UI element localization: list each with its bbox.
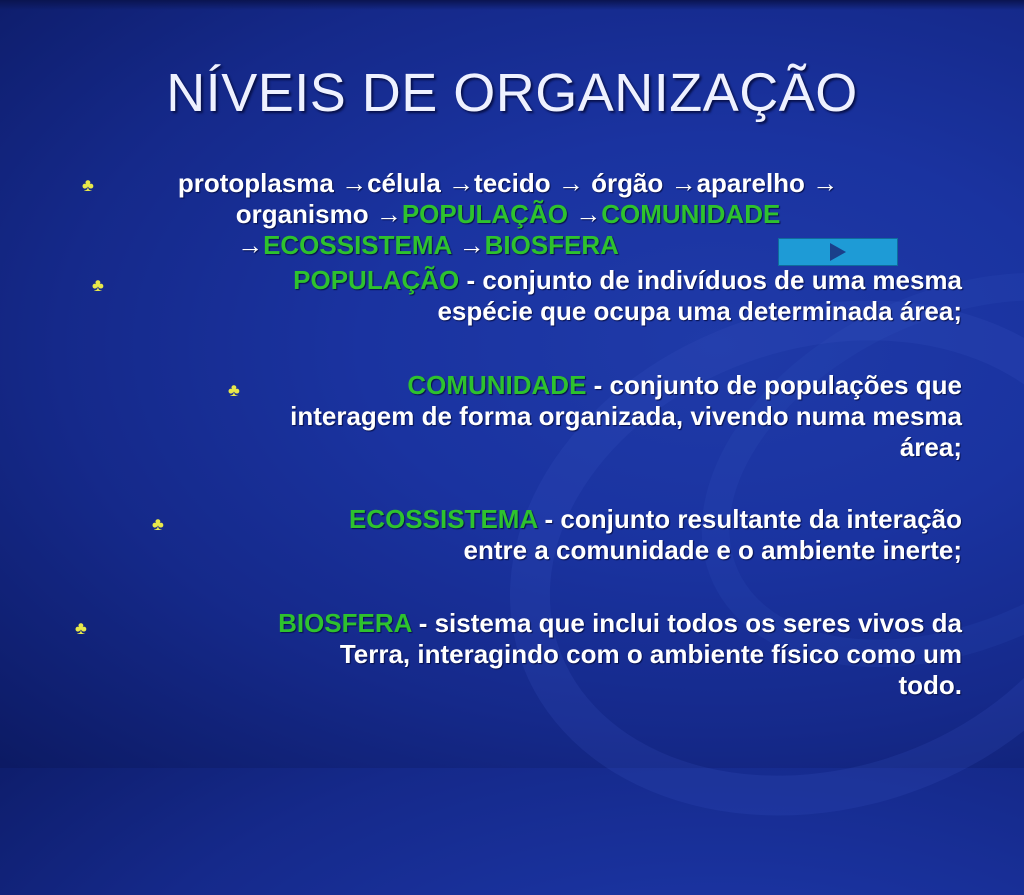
play-triangle-icon <box>830 243 846 261</box>
slide-title: NÍVEIS DE ORGANIZAÇÃO <box>166 63 858 123</box>
club-bullet-icon: ♣ <box>82 175 94 195</box>
club-bullet-icon: ♣ <box>92 275 104 295</box>
definition-comunidade: COMUNIDADE - conjunto de populações que interagem de forma organizada, vivendo numa mesma área; <box>290 370 962 462</box>
term-ecossistema: ECOSSISTEMA <box>348 504 538 534</box>
definition-biosfera: BIOSFERA - sistema que inclui todos os seres vivos da Terra, interagindo com o ambiente físico como um todo. <box>278 608 962 700</box>
term-populacao: POPULAÇÃO <box>293 265 460 295</box>
next-slide-button[interactable] <box>778 238 898 266</box>
sequence-line-2: organismo →POPULAÇÃO →COMUNIDADE <box>235 199 781 229</box>
top-shadow-band <box>0 0 1024 10</box>
definition-ecossistema: ECOSSISTEMA - conjunto resultante da interação entre a comunidade e o ambiente inerte; <box>348 504 962 565</box>
club-bullet-icon: ♣ <box>152 514 164 534</box>
sequence-line-1: protoplasma →célula →tecido → órgão →aparelho → <box>177 168 839 198</box>
sequence-line-3: →ECOSSISTEMA →BIOSFERA <box>237 230 619 260</box>
club-bullet-icon: ♣ <box>75 618 87 638</box>
term-comunidade: COMUNIDADE <box>407 370 587 400</box>
definition-populacao: POPULAÇÃO - conjunto de indivíduos de uma mesma espécie que ocupa uma determinada área; <box>293 265 962 326</box>
club-bullet-icon: ♣ <box>228 380 240 400</box>
term-biosfera: BIOSFERA <box>278 608 412 638</box>
